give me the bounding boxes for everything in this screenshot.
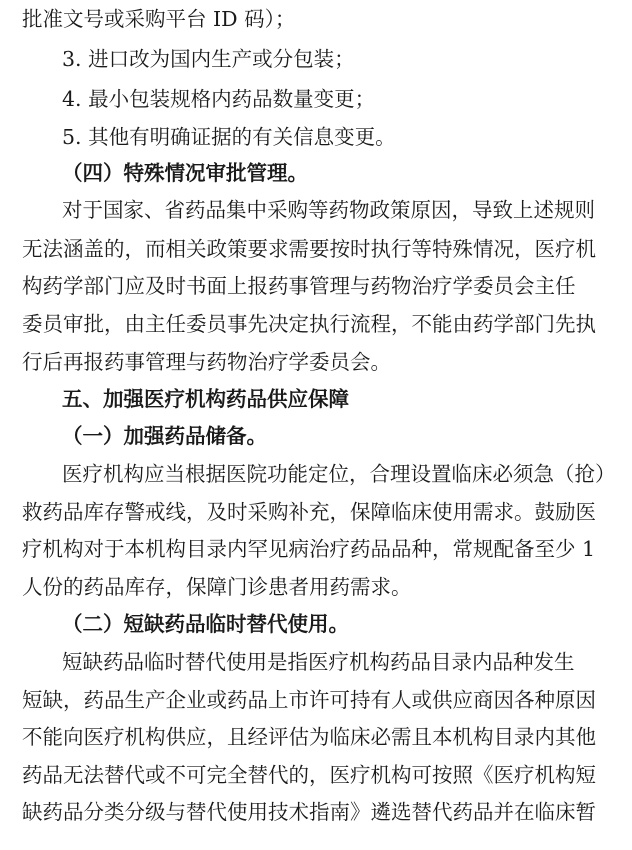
text-line: 无法涵盖的，而相关政策要求需要按时执行等特殊情况，医疗机 (22, 237, 596, 261)
text-line: 委员审批，由主任委员事先决定执行流程，不能由药学部门先执 (22, 312, 596, 336)
list-item: 5. 其他有明确证据的有关信息变更。 (62, 125, 396, 149)
list-item: 3. 进口改为国内生产或分包装； (62, 47, 355, 71)
text-line: 行后再报药事管理与药物治疗学委员会。 (22, 350, 391, 374)
list-item: 4. 最小包装规格内药品数量变更； (62, 87, 376, 111)
text-line: 人份的药品库存，保障门诊患者用药需求。 (22, 575, 412, 599)
section-heading: 五、加强医疗机构药品供应保障 (62, 387, 349, 411)
text-line: 疗机构对于本机构目录内罕见病治疗药品品种，常规配备至少 1 (22, 537, 596, 561)
text-line: 对于国家、省药品集中采购等药物政策原因，导致上述规则 (62, 198, 595, 222)
text-line: 短缺药品临时替代使用是指医疗机构药品目录内品种发生 (62, 650, 575, 674)
subsection-heading: （二）短缺药品临时替代使用。 (62, 612, 349, 636)
subsection-heading: （一）加强药品储备。 (62, 424, 267, 448)
text-line: 批准文号或采购平台 ID 码）； (22, 7, 296, 31)
text-line: 缺药品分类分级与替代使用技术指南》遴选替代药品并在临床暂 (22, 800, 596, 824)
text-line: 救药品库存警戒线，及时采购补充，保障临床使用需求。鼓励医 (22, 500, 596, 524)
subsection-heading: （四）特殊情况审批管理。 (62, 161, 308, 185)
text-line: 药品无法替代或不可完全替代的，医疗机构可按照《医疗机构短 (22, 763, 596, 787)
text-line: 医疗机构应当根据医院功能定位，合理设置临床必须急（抢） (62, 462, 616, 486)
text-line: 不能向医疗机构供应，且经评估为临床必需且本机构目录内其他 (22, 725, 596, 749)
text-line: 短缺，药品生产企业或药品上市许可持有人或供应商因各种原因 (22, 688, 596, 712)
text-line: 构药学部门应及时书面上报药事管理与药物治疗学委员会主任 (22, 274, 576, 298)
